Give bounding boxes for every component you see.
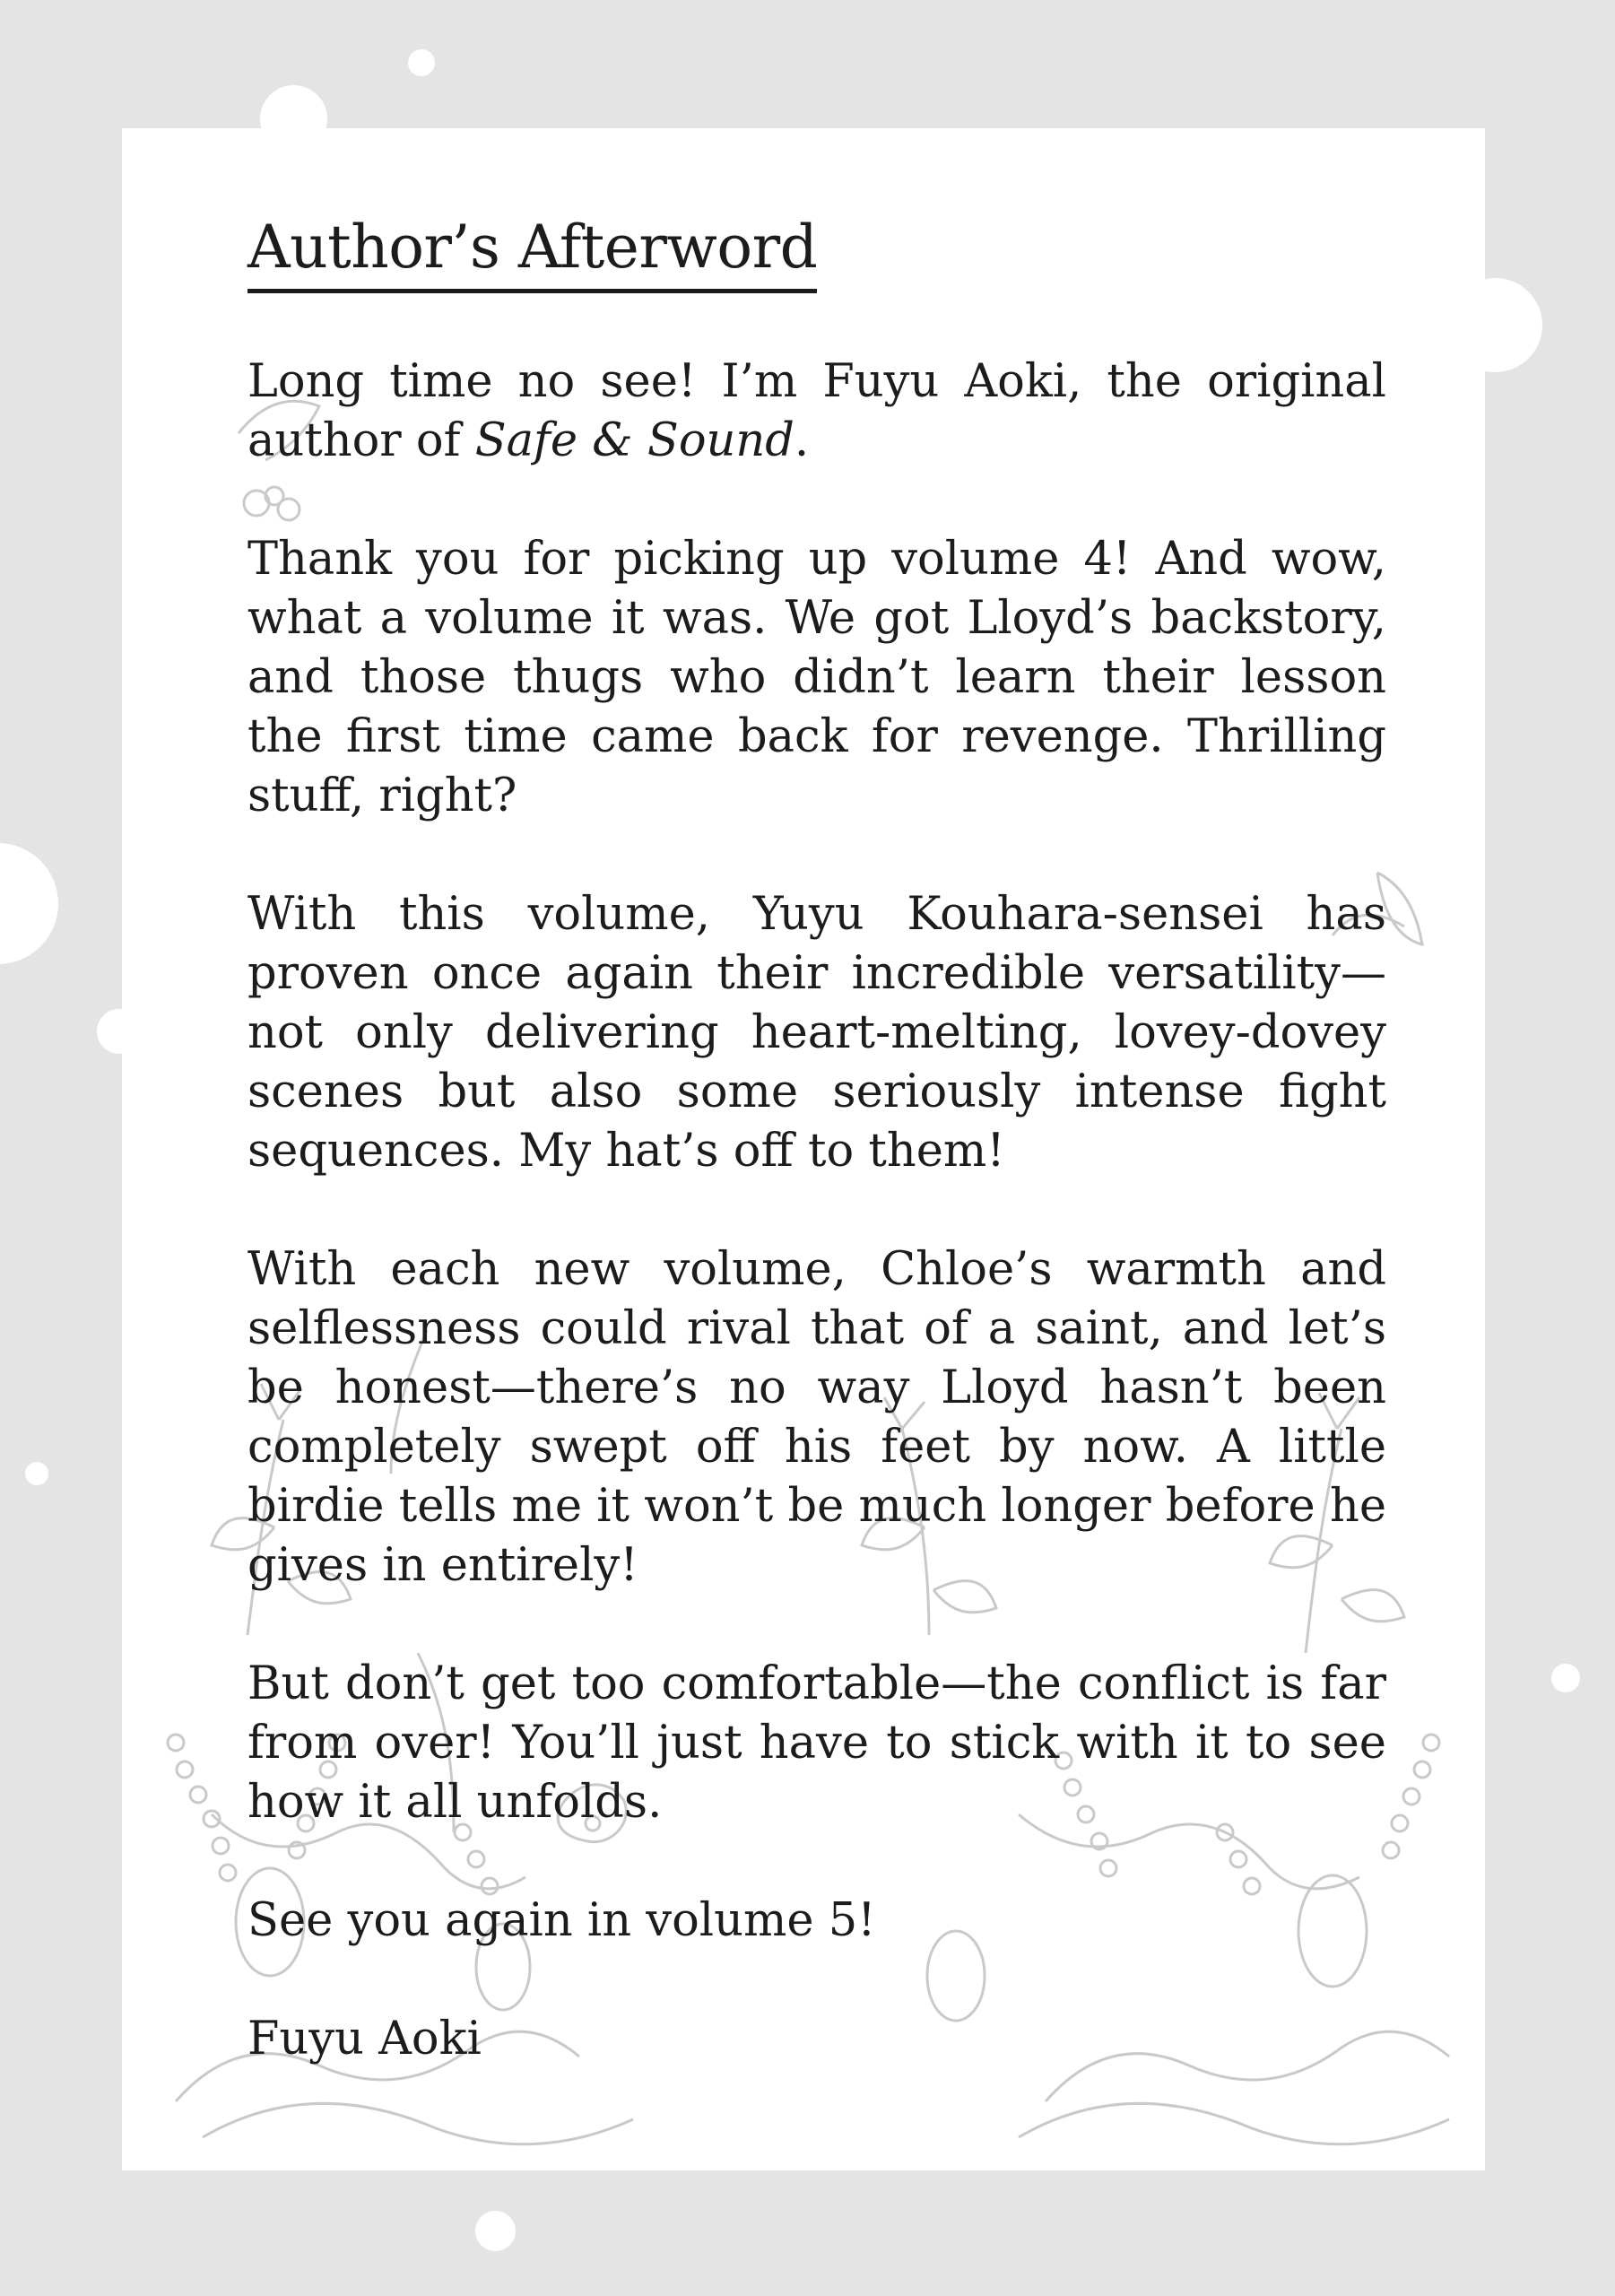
author-signature: Fuyu Aoki [247,2012,482,2066]
paragraph: With each new volume, Chloe’s warmth and selflessness could rival that of a saint, and let’s be honest—there’s no way Lloyd hasn’t been completely swept off his feet by now. A little birdie tells me it won’t be much longer before he gives in entirely! [247,1242,1386,1592]
intro-end: . [794,413,810,467]
paragraph: But don’t get too comfortable—the conflict is far from over! You’ll just have to stick with it to see how it all unfolds. [247,1657,1386,1829]
paragraph: With this volume, Yuyu Kouhara-sensei has proven once again their incredible versatility—not only delivering heart-melting, lovey-dovey scenes but also some seriously intense fight sequences. My hat’s off to them! [247,887,1386,1178]
background-dot [408,49,435,76]
background-dot [0,843,58,964]
paragraph-intro [247,352,1386,471]
background-dot [475,2211,516,2251]
afterword-content [247,213,1386,2069]
paragraph-closing: See you again in volume 5! [247,1893,876,1947]
background-dot [1551,1664,1580,1692]
afterword-card [122,128,1485,2170]
intro-text: Long time no see! I’m Fuyu Aoki, the original author of [247,354,1386,467]
background-dot [25,1462,48,1485]
book-title: Safe & Sound [474,413,794,467]
page-title: Author’s Afterword [247,213,817,293]
paragraph: Thank you for picking up volume 4! And wow, what a volume it was. We got Lloyd’s backstory, and those thugs who didn’t learn their lesson the first time came back for revenge. Thrilling stuff, right? [247,532,1386,822]
